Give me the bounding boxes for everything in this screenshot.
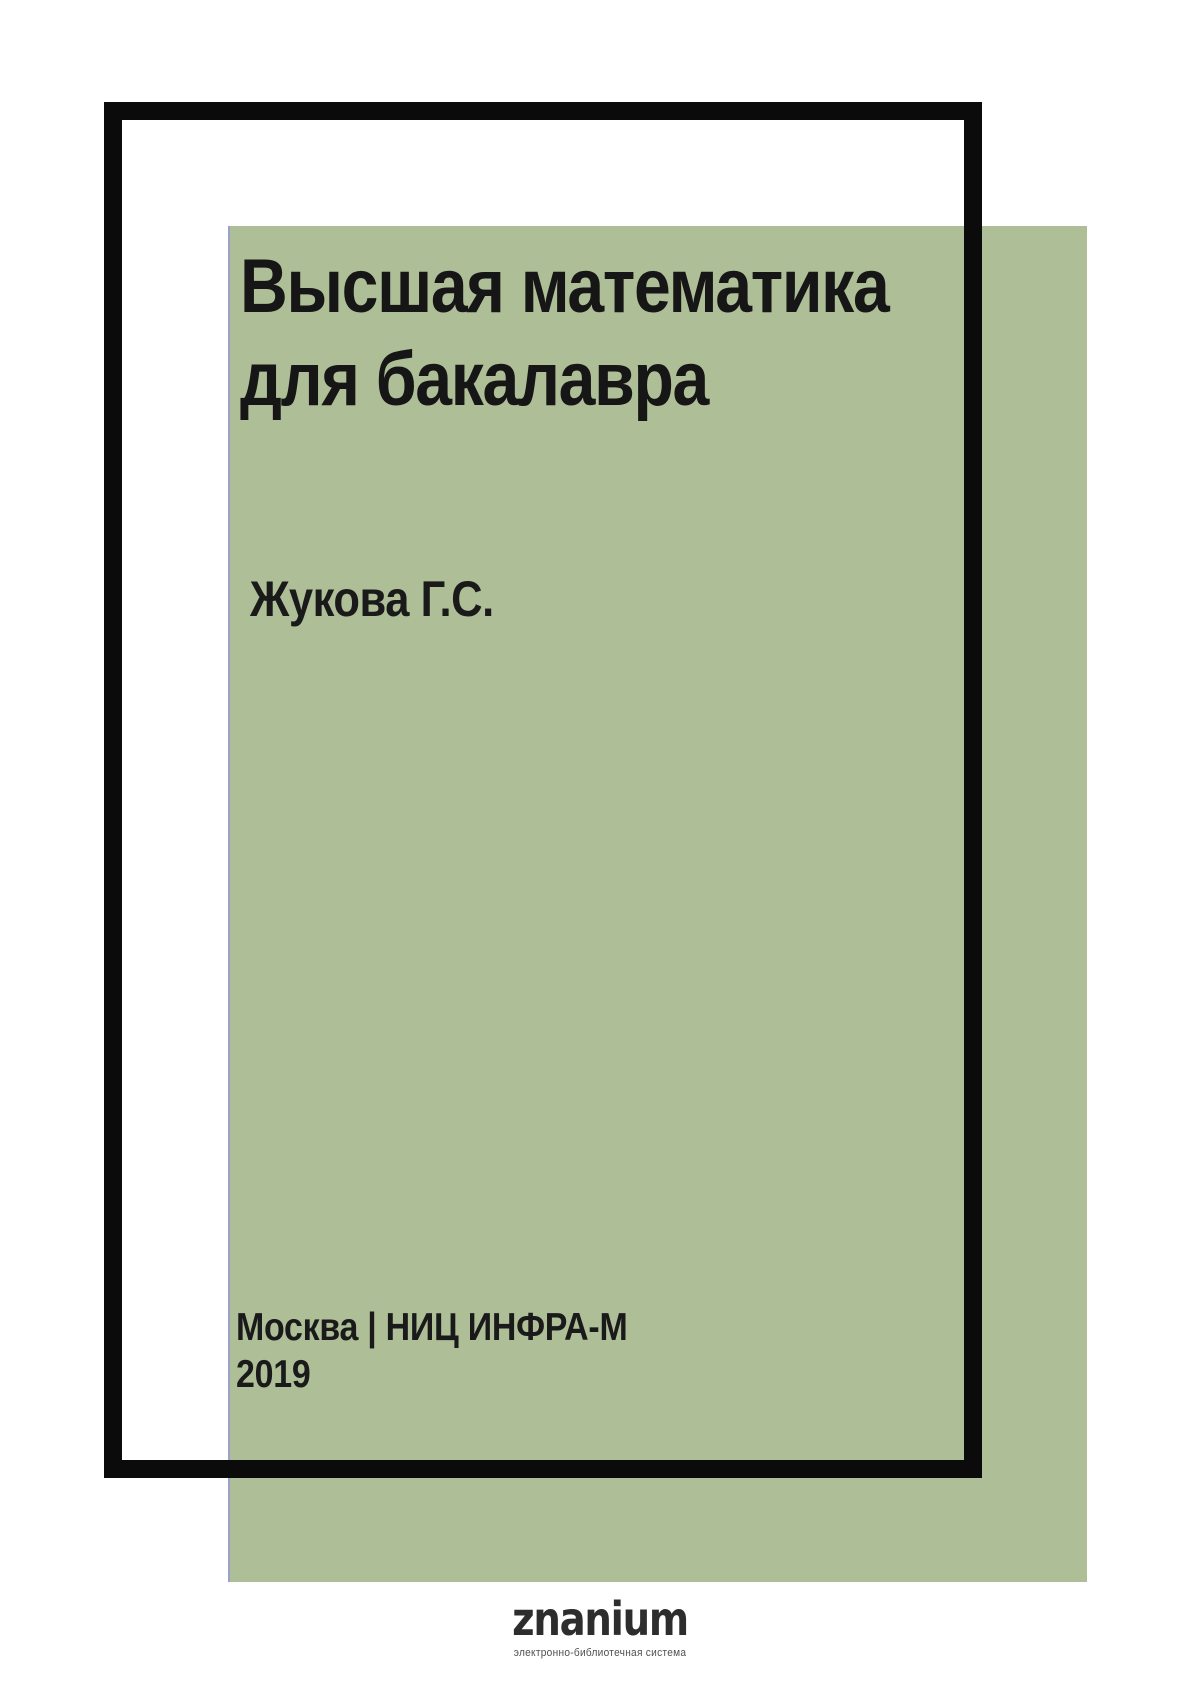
znanium-logo — [0, 1592, 1200, 1660]
book-author: Жукова Г.С. — [250, 571, 494, 627]
book-title — [240, 240, 888, 426]
book-title-line-1: Высшая математика — [240, 244, 889, 329]
imprint-block — [236, 1304, 627, 1398]
imprint-year: 2019 — [236, 1353, 311, 1396]
imprint-city-publisher: Москва | НИЦ ИНФРА-М — [236, 1306, 628, 1349]
brand-wordmark: znanium — [512, 1592, 688, 1646]
brand-tagline: электронно-библиотечная система — [513, 1647, 687, 1659]
book-title-line-2: для бакалавра — [240, 337, 709, 422]
